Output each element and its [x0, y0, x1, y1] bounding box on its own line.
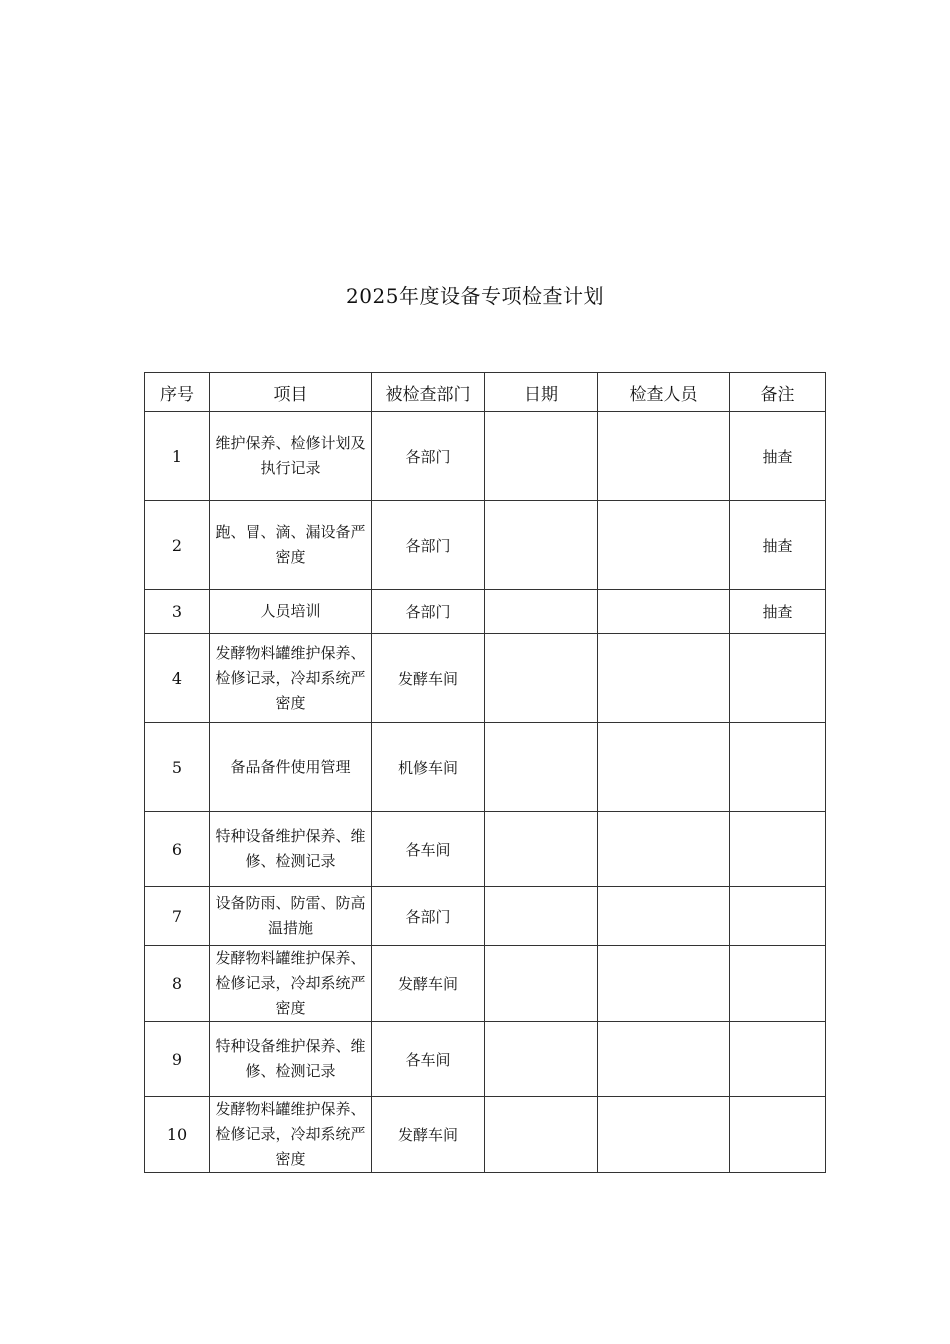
- row-inspector: [598, 634, 730, 723]
- row-remark: [730, 887, 826, 946]
- row-item: 人员培训: [210, 590, 372, 634]
- row-no: 6: [145, 812, 210, 887]
- row-date: [485, 501, 598, 590]
- table-row: [145, 812, 826, 887]
- table-row: [145, 634, 826, 723]
- row-date: [485, 812, 598, 887]
- row-remark: 抽查: [730, 590, 826, 634]
- row-no: 10: [145, 1097, 210, 1173]
- table-row: [145, 590, 826, 634]
- row-date: [485, 946, 598, 1022]
- row-inspector: [598, 1097, 730, 1173]
- row-inspector: [598, 590, 730, 634]
- row-dept: 各车间: [372, 1022, 485, 1097]
- header-row: [145, 373, 826, 412]
- header-remark: 备注: [730, 373, 826, 412]
- table-row: [145, 1097, 826, 1173]
- row-item: 跑、冒、滴、漏设备严密度: [210, 501, 372, 590]
- header-inspector: 检查人员: [598, 373, 730, 412]
- row-dept: 各车间: [372, 812, 485, 887]
- table-row: [145, 412, 826, 501]
- row-date: [485, 887, 598, 946]
- row-inspector: [598, 1022, 730, 1097]
- header-dept: 被检查部门: [372, 373, 485, 412]
- row-dept: 各部门: [372, 412, 485, 501]
- row-date: [485, 590, 598, 634]
- row-item: 特种设备维护保养、维修、检测记录: [210, 812, 372, 887]
- row-dept: 发酵车间: [372, 634, 485, 723]
- row-inspector: [598, 887, 730, 946]
- row-item: 特种设备维护保养、维修、检测记录: [210, 1022, 372, 1097]
- table-row: [145, 887, 826, 946]
- row-date: [485, 1097, 598, 1173]
- row-no: 2: [145, 501, 210, 590]
- document-title: 2025年度设备专项检查计划: [346, 284, 604, 308]
- row-inspector: [598, 412, 730, 501]
- table-row: [145, 946, 826, 1022]
- row-item: 备品备件使用管理: [210, 723, 372, 812]
- row-no: 5: [145, 723, 210, 812]
- table-row: [145, 501, 826, 590]
- row-remark: [730, 634, 826, 723]
- row-remark: [730, 723, 826, 812]
- row-no: 8: [145, 946, 210, 1022]
- header-no: 序号: [145, 373, 210, 412]
- row-item: 维护保养、检修计划及执行记录: [210, 412, 372, 501]
- row-no: 4: [145, 634, 210, 723]
- row-no: 3: [145, 590, 210, 634]
- row-inspector: [598, 723, 730, 812]
- row-inspector: [598, 946, 730, 1022]
- table-row: [145, 1022, 826, 1097]
- header-date: 日期: [485, 373, 598, 412]
- row-date: [485, 634, 598, 723]
- row-item: 发酵物料罐维护保养、检修记录，冷却系统严密度: [210, 634, 372, 723]
- row-remark: [730, 812, 826, 887]
- row-dept: 各部门: [372, 590, 485, 634]
- header-item: 项目: [210, 373, 372, 412]
- row-remark: 抽查: [730, 412, 826, 501]
- row-date: [485, 1022, 598, 1097]
- row-dept: 发酵车间: [372, 1097, 485, 1173]
- row-dept: 机修车间: [372, 723, 485, 812]
- row-inspector: [598, 812, 730, 887]
- row-item: 发酵物料罐维护保养、检修记录，冷却系统严密度: [210, 1097, 372, 1173]
- row-remark: [730, 1022, 826, 1097]
- row-no: 7: [145, 887, 210, 946]
- row-inspector: [598, 501, 730, 590]
- row-item: 发酵物料罐维护保养、检修记录，冷却系统严密度: [210, 946, 372, 1022]
- row-remark: [730, 1097, 826, 1173]
- row-no: 9: [145, 1022, 210, 1097]
- row-dept: 各部门: [372, 887, 485, 946]
- row-item: 设备防雨、防雷、防高温措施: [210, 887, 372, 946]
- table-row: [145, 723, 826, 812]
- row-no: 1: [145, 412, 210, 501]
- row-date: [485, 723, 598, 812]
- row-dept: 各部门: [372, 501, 485, 590]
- row-date: [485, 412, 598, 501]
- row-dept: 发酵车间: [372, 946, 485, 1022]
- inspection-plan-table: [144, 372, 826, 1173]
- row-remark: [730, 946, 826, 1022]
- row-remark: 抽查: [730, 501, 826, 590]
